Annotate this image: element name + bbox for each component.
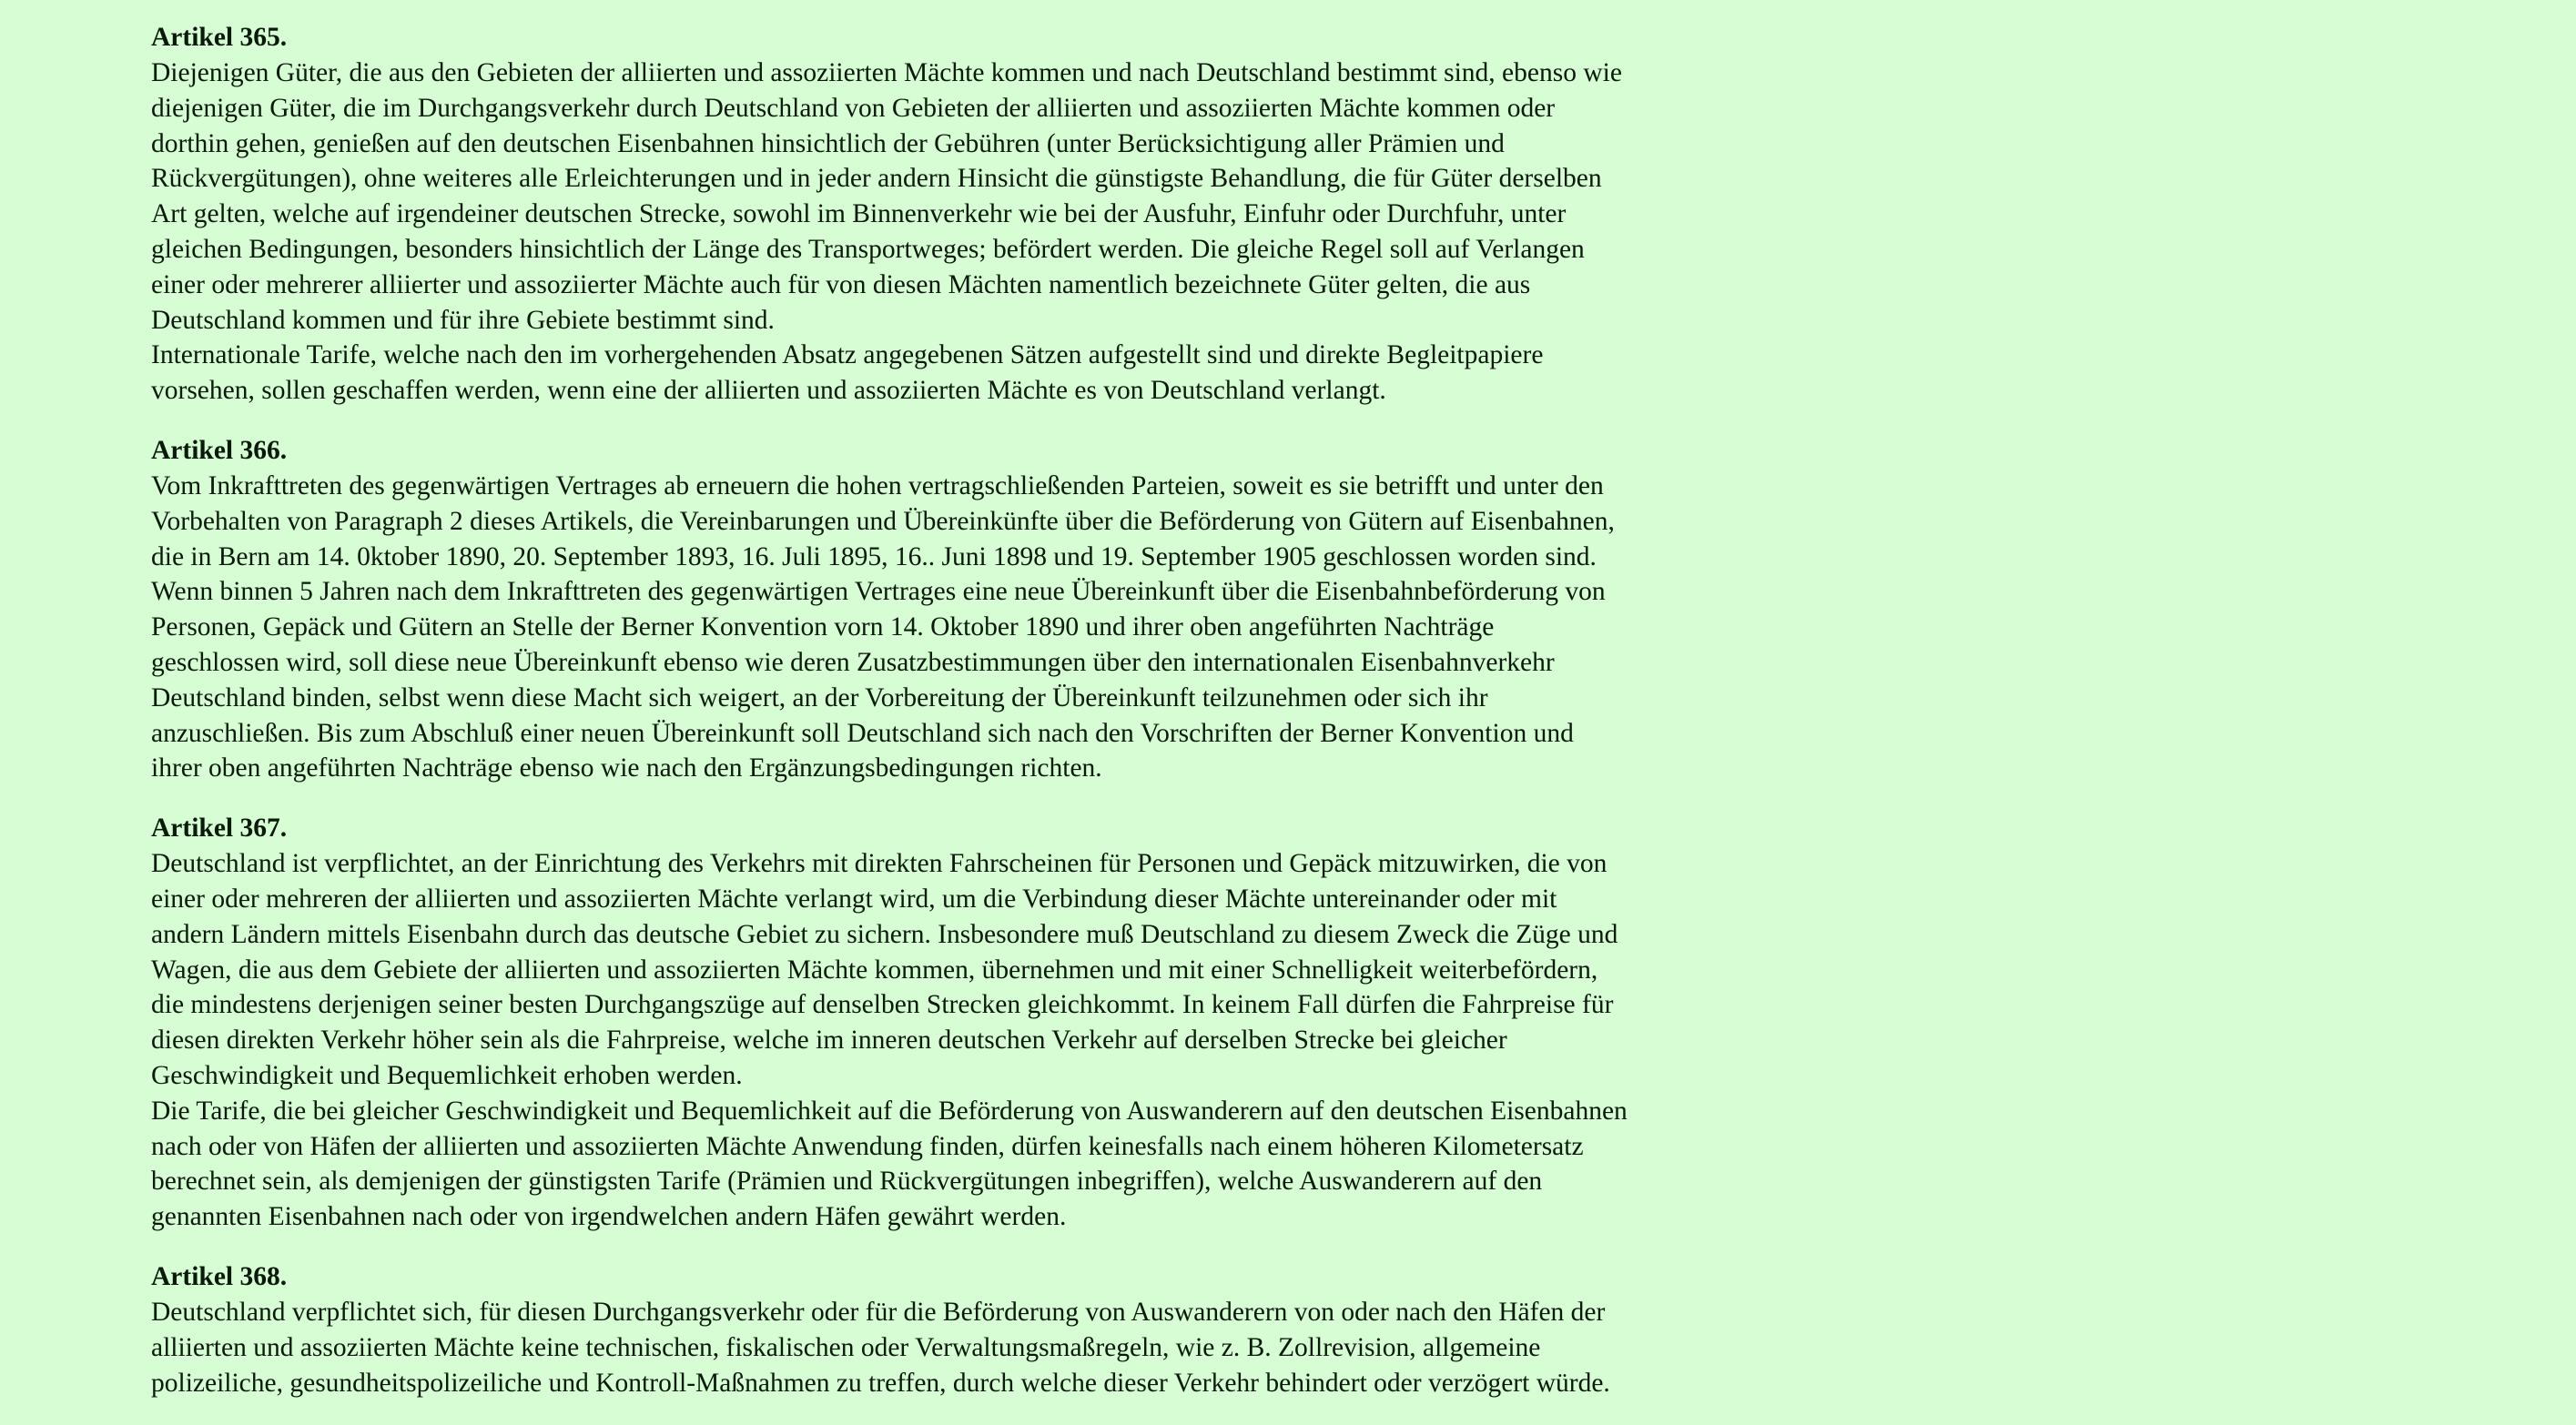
text-line: vorsehen, sollen geschaffen werden, wenn eine der alliierten und assoziierten Mächte es von Deutschland verlangt.	[151, 376, 1386, 406]
text-line: alliierten und assoziierten Mächte keine technischen, fiskalischen oder Verwaltungsmaßregeln, wie z. B. Zollrevision, allgemeine	[151, 1332, 1541, 1362]
article-365	[151, 20, 1771, 409]
text-line: dorthin gehen, genießen auf den deutschen Eisenbahnen hinsichtlich der Gebühren (unter Berücksichtigung aller Prämien und	[151, 128, 1505, 158]
text-line: Diejenigen Güter, die aus den Gebieten der alliierten und assoziierten Mächte kommen und nach Deutschland bestimmt sind, ebenso wie	[151, 58, 1622, 87]
text-line: Vom Inkrafttreten des gegenwärtigen Vertrages ab erneuern die hohen vertragschließenden Parteien, soweit es sie betrifft und unter den	[151, 470, 1604, 500]
text-line: einer oder mehreren der alliierten und assoziierten Mächte verlangt wird, um die Verbindung dieser Mächte untereinander oder mit	[151, 884, 1557, 914]
text-line: genannten Eisenbahnen nach oder von irgendwelchen andern Häfen gewährt werden.	[151, 1202, 1067, 1232]
paragraph	[151, 1295, 1771, 1400]
paragraph	[151, 338, 1771, 409]
text-line: Rückvergütungen), ohne weiteres alle Erleichterungen und in jeder andern Hinsicht die günstigste Behandlung, die für Güter derselben	[151, 164, 1602, 194]
text-line: Internationale Tarife, welche nach den im vorhergehenden Absatz angegebenen Sätzen aufgestellt sind und direkte Begleitpapiere	[151, 340, 1544, 370]
paragraph	[151, 56, 1771, 338]
article-367	[151, 811, 1771, 1235]
text-line: Deutschland kommen und für ihre Gebiete bestimmt sind.	[151, 305, 775, 335]
text-line: polizeiliche, gesundheitspolizeiliche und Kontroll-Maßnahmen zu treffen, durch welche dieser Verkehr behindert oder verzögert würde.	[151, 1368, 1610, 1398]
document-page	[151, 20, 1771, 1425]
text-line: Wenn binnen 5 Jahren nach dem Inkrafttreten des gegenwärtigen Vertrages eine neue Übereinkunft über die Eisenbahnbeförderung von	[151, 577, 1606, 607]
paragraph	[151, 469, 1771, 574]
text-line: die mindestens derjenigen seiner besten Durchgangszüge auf denselben Strecken gleichkommt. In keinem Fall dürfen die Fahrpreise für	[151, 990, 1614, 1020]
text-line: Deutschland binden, selbst wenn diese Macht sich weigert, an der Vorbereitung der Übereinkunft teilzunehmen oder sich ihr	[151, 682, 1488, 712]
text-line: die in Bern am 14. 0ktober 1890, 20. September 1893, 16. Juli 1895, 16.. Juni 1898 und 19. September 1905 geschlossen worden sind.	[151, 541, 1597, 571]
text-line: Die Tarife, die bei gleicher Geschwindigkeit und Bequemlichkeit auf die Beförderung von Auswanderern auf den deutschen Eisenbahnen	[151, 1096, 1628, 1126]
article-title: Artikel 365.	[151, 23, 288, 52]
text-line: Deutschland ist verpflichtet, an der Einrichtung des Verkehrs mit direkten Fahrscheinen für Personen und Gepäck mitzuwirken, die von	[151, 849, 1607, 879]
article-title: Artikel 366.	[151, 435, 288, 465]
text-line: Personen, Gepäck und Gütern an Stelle der Berner Konvention vorn 14. Oktober 1890 und ihrer oben angeführten Nachträge	[151, 612, 1495, 642]
text-line: Art gelten, welche auf irgendeiner deutschen Strecke, sowohl im Binnenverkehr wie bei der Ausfuhr, Einfuhr oder Durchfuhr, unter	[151, 199, 1567, 229]
article-368	[151, 1259, 1771, 1400]
text-line: diejenigen Güter, die im Durchgangsverkehr durch Deutschland von Gebieten der alliierten und assoziierten Mächte kommen oder	[151, 93, 1556, 123]
paragraph	[151, 574, 1771, 786]
paragraph	[151, 1094, 1771, 1235]
paragraph	[151, 846, 1771, 1094]
text-line: Deutschland verpflichtet sich, für diesen Durchgangsverkehr oder für die Beförderung von Auswanderern von oder nach den Häfen der	[151, 1297, 1606, 1327]
text-line: Vorbehalten von Paragraph 2 dieses Artikels, die Vereinbarungen und Übereinkünfte über die Beförderung von Gütern auf Eisenbahnen,	[151, 506, 1615, 536]
text-line: anzuschließen. Bis zum Abschluß einer neuen Übereinkunft soll Deutschland sich nach den Vorschriften der Berner Konvention und	[151, 718, 1574, 748]
text-line: andern Ländern mittels Eisenbahn durch das deutsche Gebiet zu sichern. Insbesondere muß Deutschland zu diesem Zweck die Züge und	[151, 919, 1618, 949]
text-line: geschlossen wird, soll diese neue Übereinkunft ebenso wie deren Zusatzbestimmungen über den internationalen Eisenbahnverkehr	[151, 647, 1555, 677]
text-line: ihrer oben angeführten Nachträge ebenso wie nach den Ergänzungsbedingungen richten.	[151, 753, 1102, 783]
article-title: Artikel 368.	[151, 1261, 288, 1291]
text-line: Wagen, die aus dem Gebiete der alliierten und assoziierten Mächte kommen, übernehmen und mit einer Schnelligkeit weiterbefördern,	[151, 955, 1598, 985]
text-line: einer oder mehrerer alliierter und assoziierter Mächte auch für von diesen Mächten namentlich bezeichnete Güter gelten, die aus	[151, 269, 1531, 299]
text-line: Geschwindigkeit und Bequemlichkeit erhoben werden.	[151, 1060, 743, 1090]
text-line: nach oder von Häfen der alliierten und assoziierten Mächte Anwendung finden, dürfen keinesfalls nach einem höheren Kilometersatz	[151, 1131, 1584, 1161]
text-line: gleichen Bedingungen, besonders hinsichtlich der Länge des Transportweges; befördert werden. Die gleiche Regel soll auf Verlangen	[151, 234, 1585, 264]
text-line: berechnet sein, als demjenigen der günstigsten Tarife (Prämien und Rückvergütungen inbegriffen), welche Auswanderern auf den	[151, 1167, 1543, 1197]
article-366	[151, 433, 1771, 786]
text-line: diesen direkten Verkehr höher sein als die Fahrpreise, welche im inneren deutschen Verkehr auf derselben Strecke bei gleicher	[151, 1026, 1507, 1056]
article-title: Artikel 367.	[151, 814, 288, 844]
